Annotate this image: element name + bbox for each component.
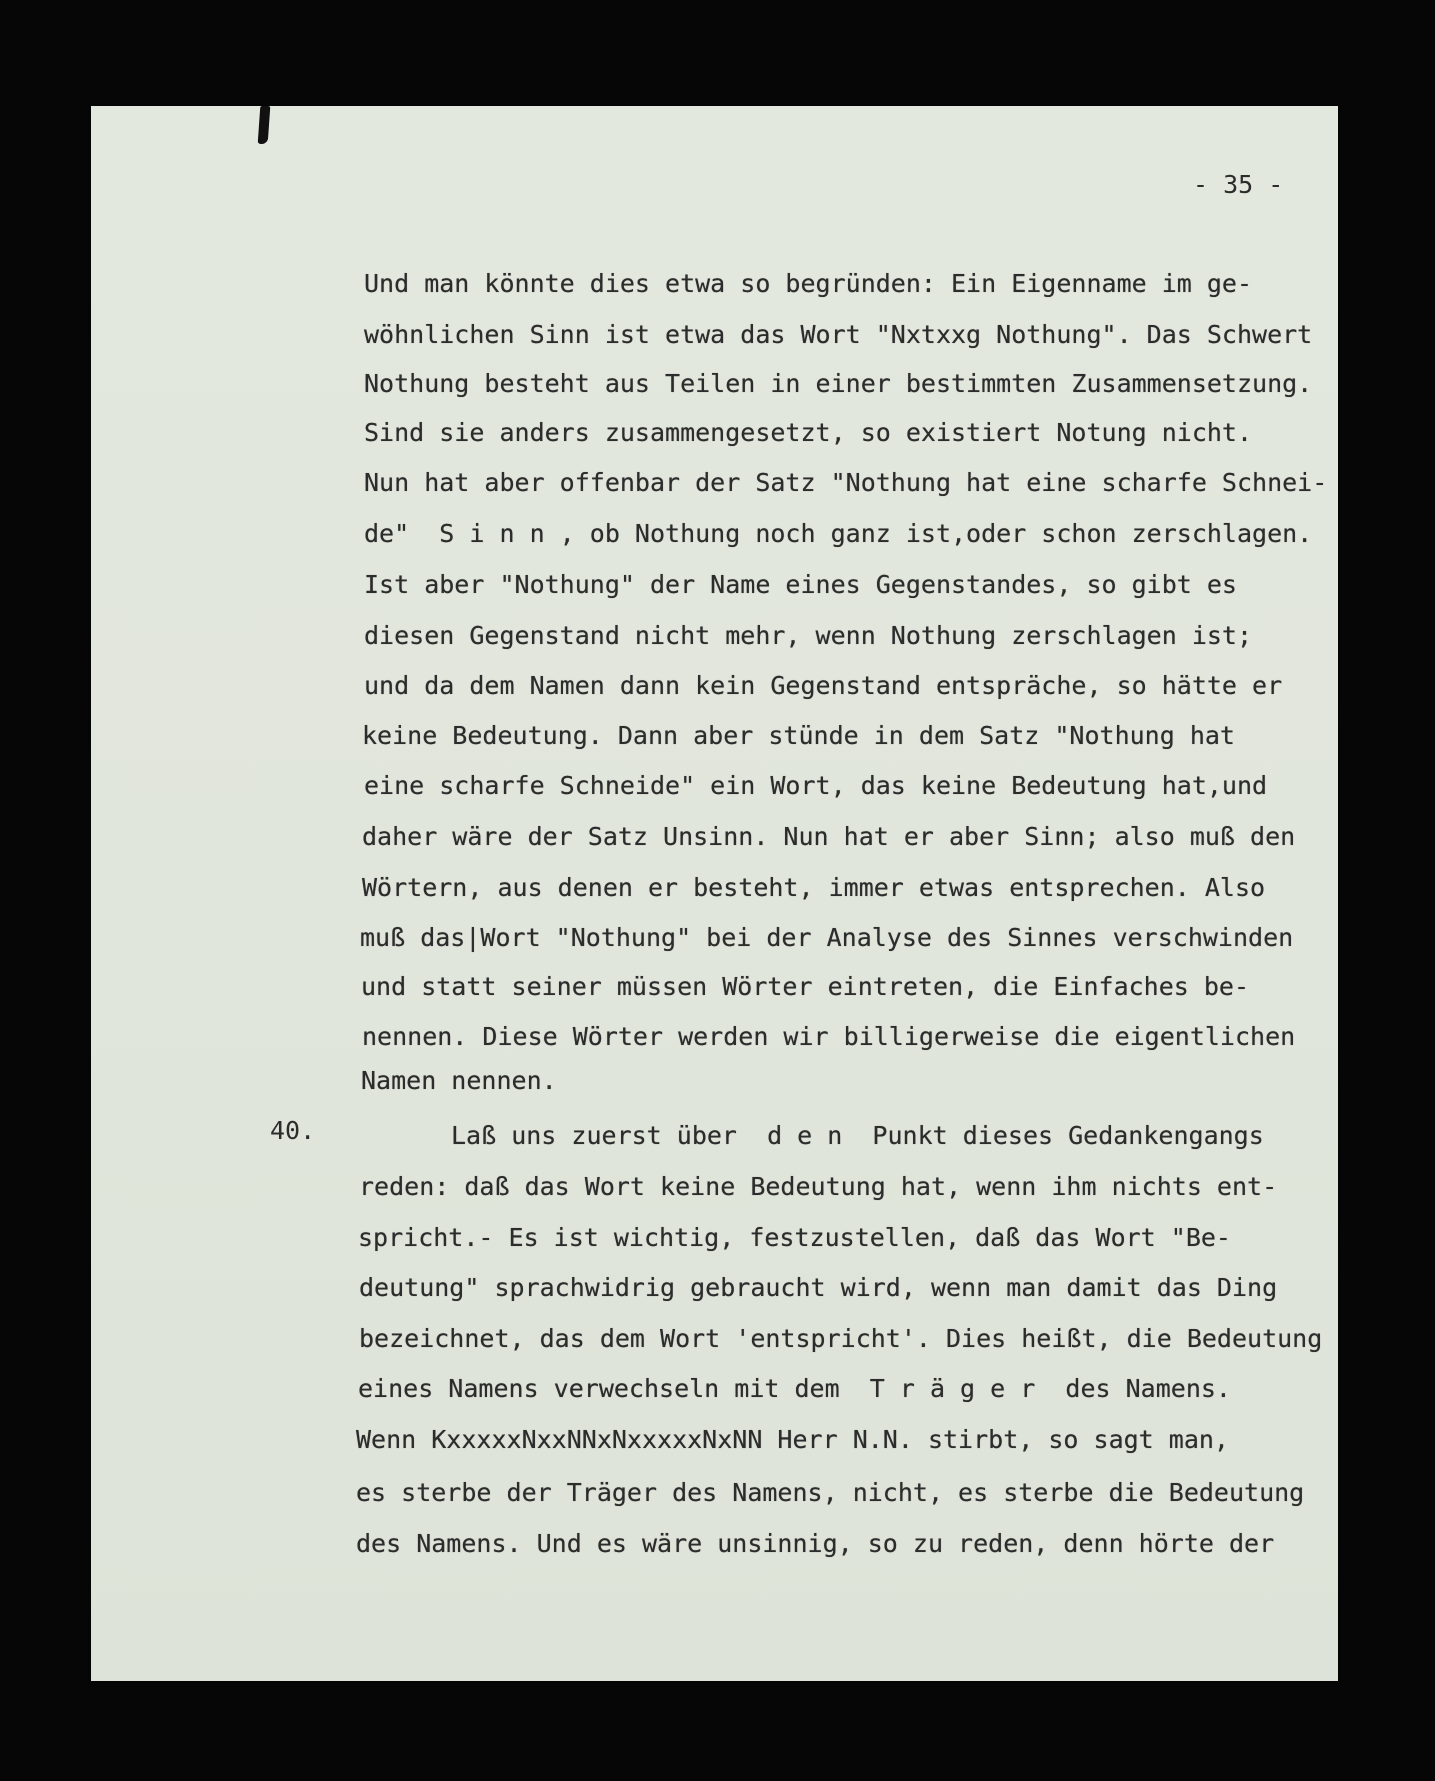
- text-line: Sind sie anders zusammengesetzt, so existiert Notung nicht.: [364, 418, 1253, 447]
- text-line: und statt seiner müssen Wörter eintreten, die Einfaches be-: [361, 972, 1250, 1001]
- text-line: spricht.- Es ist wichtig, festzustellen, daß das Wort "Be-: [358, 1223, 1231, 1252]
- text-line: Und man könnte dies etwa so begründen: Ein Eigenname im ge-: [364, 269, 1253, 298]
- text-line: Namen nennen.: [361, 1066, 557, 1095]
- page-number: - 35 -: [1193, 170, 1284, 199]
- text-line: keine Bedeutung. Dann aber stünde in dem Satz "Nothung hat: [362, 721, 1235, 750]
- text-line: deutung" sprachwidrig gebraucht wird, wenn man damit das Ding: [359, 1273, 1278, 1302]
- text-line: daher wäre der Satz Unsinn. Nun hat er aber Sinn; also muß den: [362, 822, 1296, 851]
- text-line: Nun hat aber offenbar der Satz "Nothung hat eine scharfe Schnei-: [364, 468, 1328, 497]
- text-line: de" S i n n , ob Nothung noch ganz ist,oder schon zerschlagen.: [364, 519, 1313, 548]
- text-line: des Namens. Und es wäre unsinnig, so zu reden, denn hörte der: [356, 1529, 1275, 1558]
- paragraph-number: 40.: [270, 1116, 316, 1145]
- text-line: es sterbe der Träger des Namens, nicht, es sterbe die Bedeutung: [356, 1478, 1305, 1507]
- text-line: nennen. Diese Wörter werden wir billigerweise die eigentlichen: [362, 1022, 1296, 1051]
- text-line: bezeichnet, das dem Wort 'entspricht'. Dies heißt, die Bedeutung: [359, 1324, 1323, 1353]
- text-line: reden: daß das Wort keine Bedeutung hat, wenn ihm nichts ent-: [359, 1172, 1278, 1201]
- text-line: muß das|Wort "Nothung" bei der Analyse des Sinnes verschwinden: [360, 923, 1294, 952]
- text-line: Ist aber "Nothung" der Name eines Gegenstandes, so gibt es: [364, 570, 1237, 599]
- text-line: wöhnlichen Sinn ist etwa das Wort "Nxtxxg Nothung". Das Schwert: [364, 320, 1313, 349]
- text-line: eine scharfe Schneide" ein Wort, das keine Bedeutung hat,und: [364, 771, 1268, 800]
- text-line: und da dem Namen dann kein Gegenstand entspräche, so hätte er: [364, 671, 1283, 700]
- text-line: Wörtern, aus denen er besteht, immer etwas entsprechen. Also: [362, 873, 1266, 902]
- ink-blot: [258, 106, 271, 144]
- text-line: diesen Gegenstand nicht mehr, wenn Nothung zerschlagen ist;: [364, 621, 1253, 650]
- text-line: Laß uns zuerst über d e n Punkt dieses Gedankengangs: [451, 1121, 1264, 1150]
- text-line: Nothung besteht aus Teilen in einer bestimmten Zusammensetzung.: [364, 369, 1313, 398]
- text-line: eines Namens verwechseln mit dem T r ä g e r des Namens.: [358, 1374, 1231, 1403]
- text-line: Wenn KxxxxxNxxNNxNxxxxxNxNN Herr N.N. stirbt, so sagt man,: [356, 1425, 1229, 1454]
